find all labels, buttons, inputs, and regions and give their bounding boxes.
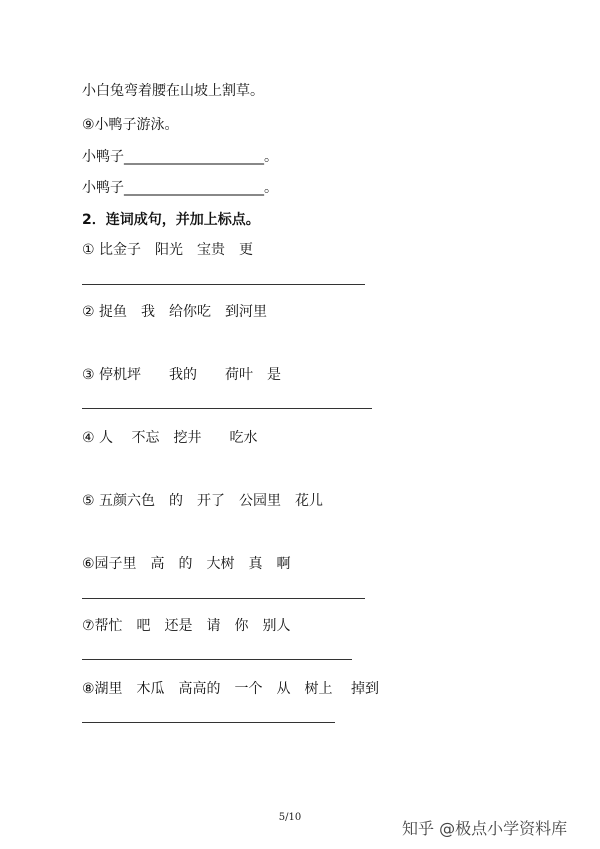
- item-1-words: ① 比金子 阳光 宝贵 更: [82, 242, 254, 258]
- exercise-9-prompt: ⑨小鸭子游泳。: [82, 117, 179, 133]
- exercise-9-answer-1: 小鸭子____________________。: [82, 149, 278, 165]
- watermark: 知乎 @极点小学资料库: [402, 819, 568, 838]
- item-8-words: ⑧湖里 木瓜 高高的 一个 从 树上 掉到: [82, 681, 379, 697]
- item-4-words: ④ 人 不忘 挖井 吃水: [82, 430, 258, 446]
- item-7-answer-line: [82, 659, 352, 660]
- item-3-answer-line: [82, 408, 372, 409]
- section-2-heading: 2．连词成句，并加上标点。: [82, 212, 260, 228]
- item-6-answer-line: [82, 598, 365, 599]
- item-3-words: ③ 停机坪 我的 荷叶 是: [82, 367, 282, 383]
- page-number: 5/10: [278, 812, 302, 823]
- item-1-answer-line: [82, 284, 365, 285]
- item-5-words: ⑤ 五颜六色 的 开了 公园里 花儿: [82, 493, 323, 509]
- exercise-9-answer-2: 小鸭子____________________。: [82, 180, 278, 196]
- item-8-answer-line: [82, 722, 335, 723]
- item-7-words: ⑦帮忙 吧 还是 请 你 别人: [82, 618, 291, 634]
- sentence-rabbit: 小白兔弯着腰在山坡上割草。: [82, 83, 264, 99]
- item-6-words: ⑥园子里 高 的 大树 真 啊: [82, 556, 291, 572]
- item-2-words: ② 捉鱼 我 给你吃 到河里: [82, 304, 268, 320]
